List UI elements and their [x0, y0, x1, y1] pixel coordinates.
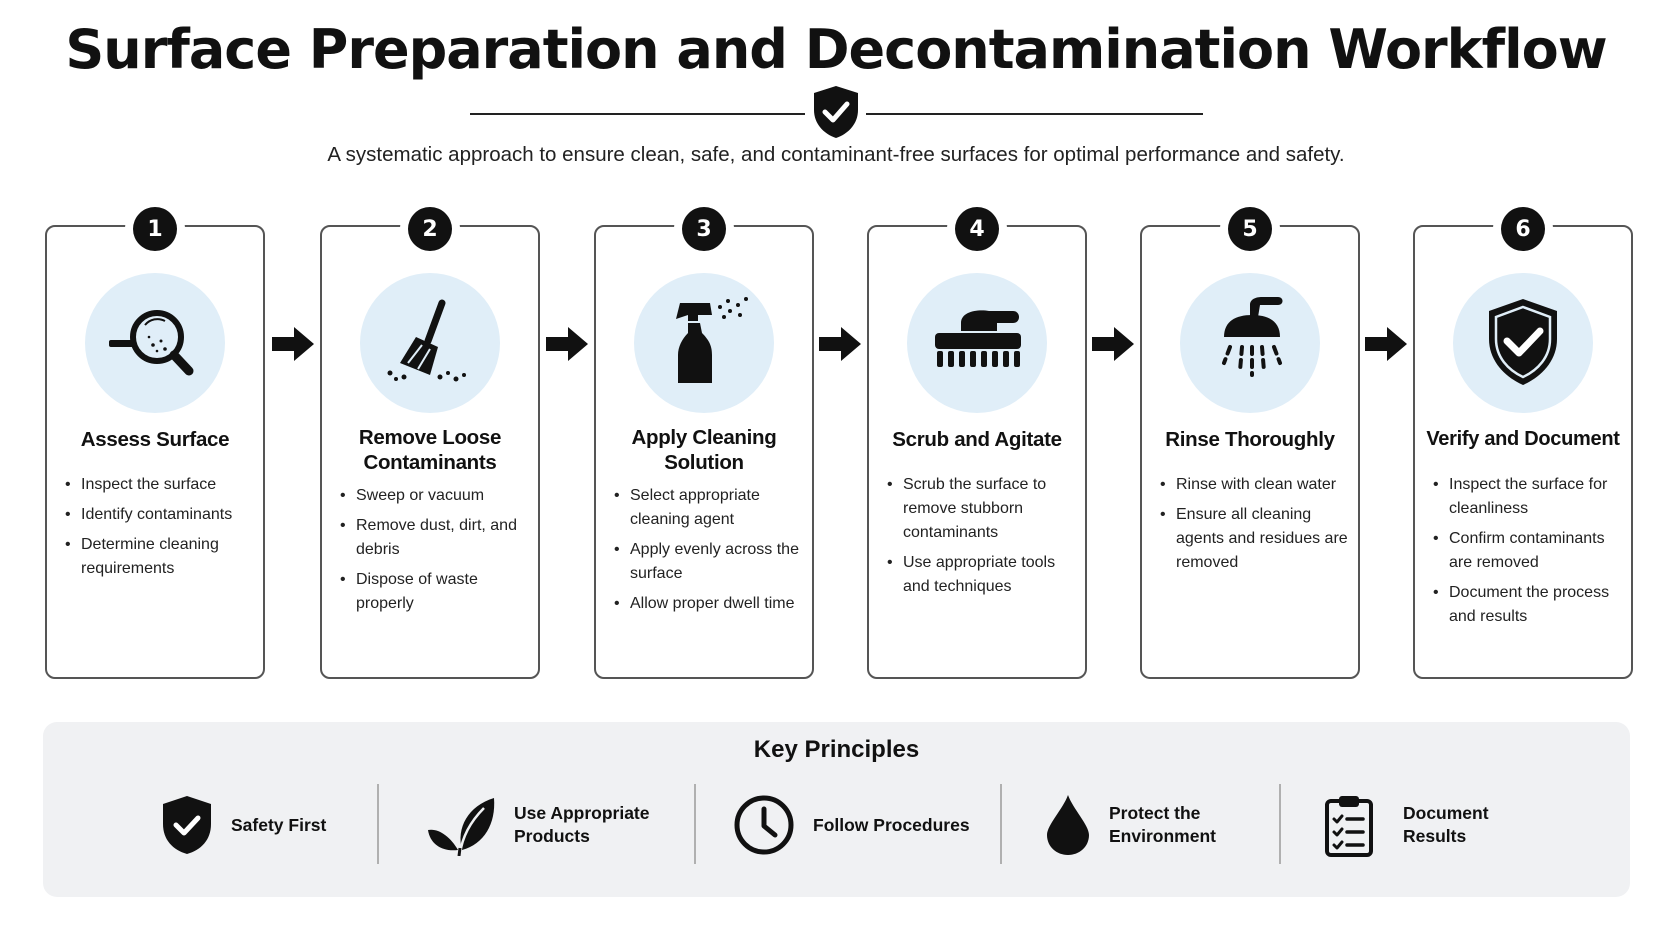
key-principles-title: Key Principles [753, 736, 920, 763]
step-bullet: • Select appropriate cleaning agent [614, 484, 802, 532]
step-bullet-list [1433, 473, 1621, 635]
key-principles-panel [43, 722, 1630, 897]
step-bullet-list [887, 473, 1075, 605]
clock-icon [733, 794, 795, 856]
page-title: Surface Preparation and Decontamination Workflow [65, 18, 1607, 81]
step-bullet: • Inspect the surface for cleanliness [1433, 473, 1621, 521]
principle-separator [694, 784, 696, 864]
title-divider-left [470, 113, 805, 115]
shield-check-icon [161, 794, 213, 856]
step-icon-circle [634, 273, 774, 413]
step-card-assess-surface [45, 216, 265, 679]
principle-separator [1279, 784, 1281, 864]
page-subtitle: A systematic approach to ensure clean, safe, and contaminant-free surfaces for optimal performance and safety. [327, 143, 1345, 166]
leaf-icon [426, 794, 496, 856]
step-title: Apply Cleaning Solution [631, 426, 777, 474]
shield-check-icon [810, 84, 862, 140]
step-title: Rinse Thoroughly [1165, 428, 1335, 451]
water-drop-icon [1045, 793, 1091, 857]
step-icon-circle [1180, 273, 1320, 413]
principle-use-appropriate-products [426, 782, 664, 868]
flow-arrow-icon [270, 324, 316, 364]
principle-label: Protect the Environment [1109, 803, 1216, 846]
step-bullet: • Confirm contaminants are removed [1433, 527, 1621, 575]
step-title: Remove Loose Contaminants [358, 426, 502, 474]
step-number-badge: 1 [133, 207, 177, 251]
step-bullet: • Remove dust, dirt, and debris [340, 514, 528, 562]
flow-arrow-icon [817, 324, 863, 364]
step-bullet: • Sweep or vacuum [340, 484, 528, 508]
step-card-scrub-and-agitate [867, 216, 1087, 679]
step-card-rinse-thoroughly [1140, 216, 1360, 679]
step-icon-circle [360, 273, 500, 413]
step-title: Assess Surface [80, 428, 230, 451]
principle-label: Document Results [1403, 803, 1489, 846]
step-bullet-list [614, 484, 802, 622]
step-bullet-list [340, 484, 528, 622]
step-bullet: • Allow proper dwell time [614, 592, 802, 616]
step-bullet: • Apply evenly across the surface [614, 538, 802, 586]
step-number-badge: 3 [682, 207, 726, 251]
step-bullet: • Ensure all cleaning agents and residues are removed [1160, 503, 1348, 575]
shower-icon [1200, 293, 1300, 393]
spray-bottle-icon [654, 293, 754, 393]
flow-arrow-icon [1090, 324, 1136, 364]
principle-label: Safety First [231, 814, 327, 835]
step-title: Scrub and Agitate [892, 428, 1062, 451]
step-bullet-list [65, 473, 253, 587]
principle-label: Use Appropriate Products [514, 803, 650, 846]
broom-icon [380, 293, 480, 393]
step-title: Verify and Document [1426, 428, 1620, 450]
title-divider-right [866, 113, 1203, 115]
flow-arrow-icon [544, 324, 590, 364]
principle-separator [1000, 784, 1002, 864]
step-bullet: • Scrub the surface to remove stubborn contaminants [887, 473, 1075, 545]
scrub-brush-icon [927, 293, 1027, 393]
step-bullet-list [1160, 473, 1348, 581]
step-number-badge: 2 [408, 207, 452, 251]
step-bullet: • Identify contaminants [65, 503, 253, 527]
step-number-badge: 4 [955, 207, 999, 251]
principle-label: Follow Procedures [813, 814, 970, 835]
step-card-verify-and-document [1413, 216, 1633, 679]
principle-safety-first [161, 782, 326, 868]
step-card-apply-cleaning-solution [594, 216, 814, 679]
step-number-badge: 6 [1501, 207, 1545, 251]
shield-check-icon [1473, 293, 1573, 393]
step-icon-circle [907, 273, 1047, 413]
step-bullet: • Rinse with clean water [1160, 473, 1348, 497]
step-icon-circle [1453, 273, 1593, 413]
step-bullet: • Inspect the surface [65, 473, 253, 497]
flow-arrow-icon [1363, 324, 1409, 364]
clipboard-checklist-icon [1323, 793, 1375, 857]
step-bullet: • Use appropriate tools and techniques [887, 551, 1075, 599]
step-icon-circle [85, 273, 225, 413]
step-bullet: • Dispose of waste properly [340, 568, 528, 616]
principle-follow-procedures [733, 782, 970, 868]
step-card-remove-loose-contaminants [320, 216, 540, 679]
step-bullet: • Determine cleaning requirements [65, 533, 253, 581]
magnifier-icon [105, 293, 205, 393]
principle-protect-the-environment [1045, 782, 1229, 868]
step-number-badge: 5 [1228, 207, 1272, 251]
step-bullet: • Document the process and results [1433, 581, 1621, 629]
principle-separator [377, 784, 379, 864]
principle-document-results [1323, 782, 1503, 868]
